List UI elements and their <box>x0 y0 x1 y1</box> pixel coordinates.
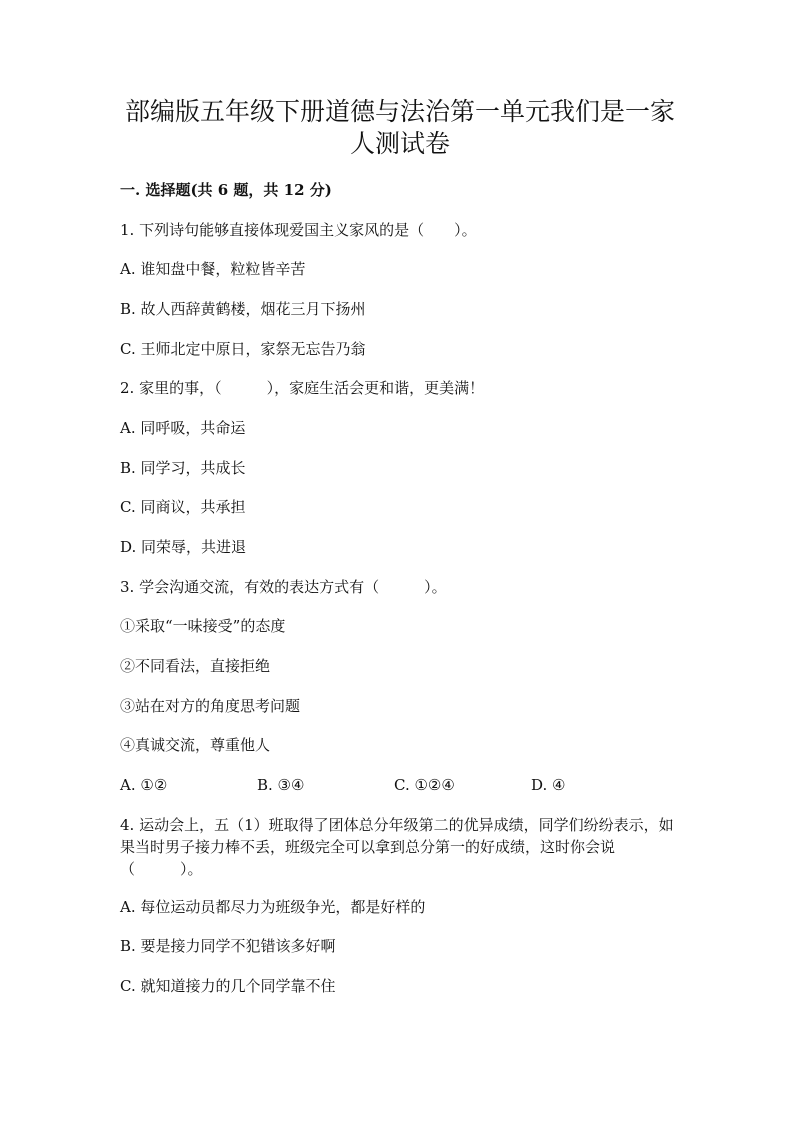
exam-title-line-1: 部编版五年级下册道德与法治第一单元我们是一家 <box>124 97 675 126</box>
question-3-stem: 3. 学会沟通交流，有效的表达方式有（ ）。 <box>120 578 447 596</box>
question-2-option-b: B. 同学习，共成长 <box>120 459 246 477</box>
question-4-stem: 4. 运动会上，五（1）班取得了团体总分年级第二的优异成绩，同学们纷纷表示，如果当时男子接力棒不丢，班级完全可以拿到总分第一的好成绩，这时你会说（ ）。 <box>120 816 674 878</box>
question-4-option-b: B. 要是接力同学不犯错该多好啊 <box>120 937 336 955</box>
question-2-option-a: A. 同呼吸，共命运 <box>120 419 246 437</box>
question-3-option-d: D. ④ <box>531 776 566 794</box>
exam-title-line-2: 人测试卷 <box>349 129 450 158</box>
question-1-option-b: B. 故人西辞黄鹤楼，烟花三月下扬州 <box>120 300 366 318</box>
question-1-stem: 1. 下列诗句能够直接体现爱国主义家风的是（ ）。 <box>120 221 477 239</box>
question-3-statement-1: ①采取“一味接受”的态度 <box>120 617 286 635</box>
section-heading: 一. 选择题(共 6 题，共 12 分) <box>120 181 332 199</box>
question-3-statement-3: ③站在对方的角度思考问题 <box>120 697 301 715</box>
question-3-option-c: C. ①②④ <box>394 776 455 794</box>
question-1-option-c: C. 王师北定中原日，家祭无忘告乃翁 <box>120 340 366 358</box>
question-2-option-d: D. 同荣辱，共进退 <box>120 538 247 556</box>
question-2-option-c: C. 同商议，共承担 <box>120 498 246 516</box>
question-3-statement-4: ④真诚交流，尊重他人 <box>120 736 271 754</box>
question-3-option-a: A. ①② <box>120 776 168 794</box>
question-4-option-a: A. 每位运动员都尽力为班级争光，都是好样的 <box>120 898 426 916</box>
question-1-option-a: A. 谁知盘中餐，粒粒皆辛苦 <box>120 260 306 278</box>
question-2-stem: 2. 家里的事，（ ），家庭生活会更和谐，更美满！ <box>120 379 485 397</box>
question-3-option-b: B. ③④ <box>257 776 305 794</box>
question-4-option-c: C. 就知道接力的几个同学靠不住 <box>120 977 336 995</box>
question-3-statement-2: ②不同看法，直接拒绝 <box>120 657 271 675</box>
